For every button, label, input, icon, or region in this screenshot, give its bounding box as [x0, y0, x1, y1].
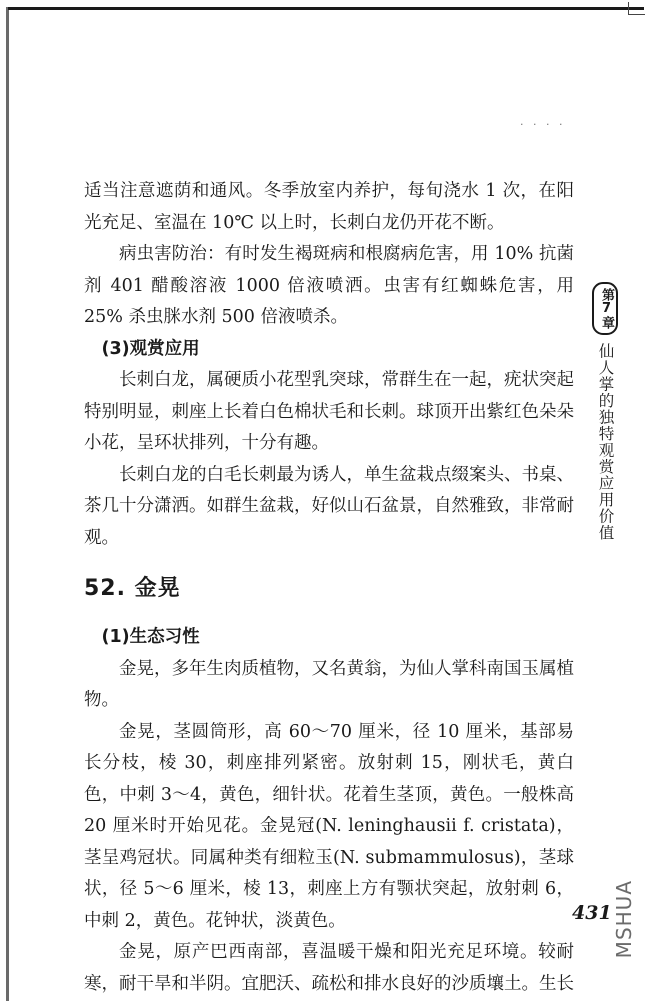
paragraph-ecology-2: 金晃，茎圆筒形，高 60～70 厘米，径 10 厘米，基部易长分枝，棱 30，刺座排列紧密。放射刺 15，刚状毛，黄白色，中刺 3～4，黄色，细针状。花着生茎顶，黄色。一般株高 20 厘米时开始见花。金晃冠(N. leninghausii f. cristata)，茎呈鸡冠状。同属种类有细粒玉(N. submammulosus)，茎球状，径 5～6 厘米，棱 13，刺座上方有颚状突起，放射刺 6，中刺 2，黄色。花钟状，淡黄色。 [84, 721, 574, 931]
paragraph-ornamental-2: 长刺白龙的白毛长刺最为诱人，单生盆栽点缀案头、书桌、茶几十分潇洒。如群生盆栽，好似山石盆景，自然雅致，非常耐观。 [84, 464, 574, 548]
chapter-title: 仙人掌的独特观赏应用价值 [596, 343, 615, 541]
page-number: 431 [572, 902, 612, 924]
subheading-ornamental-use: (3)观赏应用 [101, 338, 200, 359]
subheading-ecology: (1)生态习性 [101, 627, 200, 647]
left-border-line [6, 7, 9, 1001]
page-body [84, 176, 574, 1000]
paragraph-ecology-3: 金晃，原产巴西南部，喜温暖干燥和阳光充足环境。较耐寒，耐干旱和半阴。宜肥沃、疏松和排水良好的沙质壤土。生长 [84, 942, 574, 994]
paragraph-continuation: 适当注意遮荫和通风。冬季放室内养护，每旬浇水 1 次，在阳光充足、室温在 10℃ 以上时，长刺白龙仍开花不断。 [84, 181, 574, 233]
paragraph-pest-control: 病虫害防治：有时发生褐斑病和根腐病危害，用 10% 抗菌剂 401 醋酸溶液 1000 倍液喷洒。虫害有红蜘蛛危害，用 25% 杀虫脒水剂 500 倍液喷杀。 [84, 244, 574, 327]
chapter-badge: 第7章 [592, 282, 618, 335]
scan-noise-marks: · · · · [520, 118, 566, 131]
corner-crop-mark [628, 2, 645, 15]
chapter-side-tab [590, 282, 620, 541]
paragraph-ecology-1: 金晃，多年生肉质植物，又名黄翁，为仙人掌科南国玉属植物。 [84, 658, 574, 710]
watermark: MSHUA [612, 880, 636, 959]
paragraph-ornamental-1: 长刺白龙，属硬质小花型乳突球，常群生在一起，疣状突起特别明显，刺座上长着白色棉状毛和长刺。球顶开出紫红色朵朵小花，呈环状排列，十分有趣。 [84, 370, 574, 453]
section-title: 52. 金晃 [84, 576, 181, 601]
top-border-line [8, 7, 644, 10]
